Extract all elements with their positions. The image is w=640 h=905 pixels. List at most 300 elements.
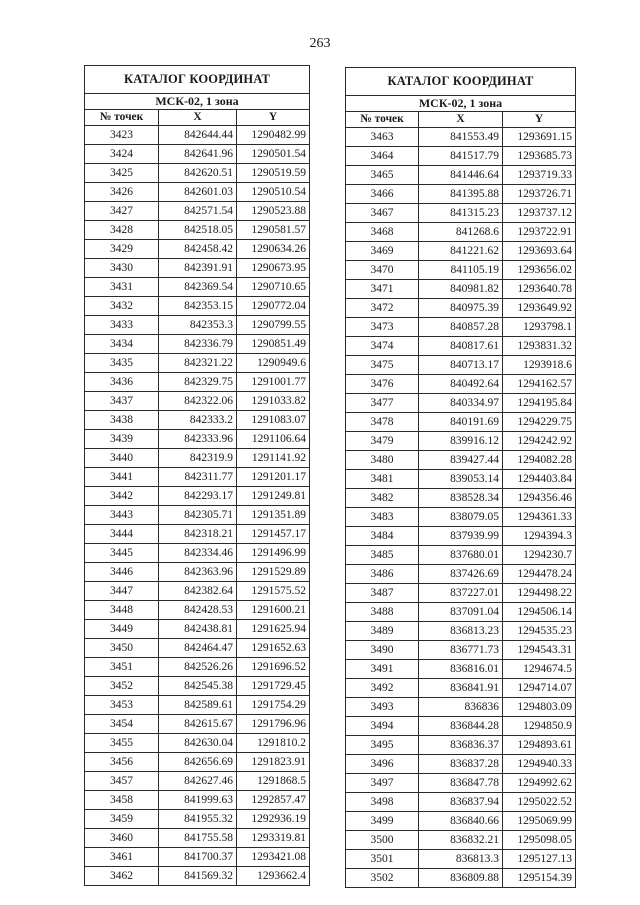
x-coordinate: 836840.66 [419,812,503,831]
table-row [346,356,576,375]
point-number: 3500 [346,831,419,850]
table-row [346,850,576,869]
table-row [85,411,310,430]
table-row [346,679,576,698]
x-coordinate: 842391.91 [159,259,237,278]
y-coordinate: 1290501.54 [237,145,310,164]
y-coordinate: 1291001.77 [237,373,310,392]
table-row [346,451,576,470]
x-coordinate: 840713.17 [419,356,503,375]
point-number: 3434 [85,335,159,354]
y-coordinate: 1292936.19 [237,810,310,829]
x-coordinate: 842644.44 [159,126,237,145]
table-row [346,394,576,413]
point-number: 3447 [85,582,159,601]
x-coordinate: 842571.54 [159,202,237,221]
table-row [346,831,576,850]
coordinate-catalog-left [84,65,310,886]
x-coordinate: 841955.32 [159,810,237,829]
x-coordinate: 842438.81 [159,620,237,639]
x-coordinate: 836837.28 [419,755,503,774]
y-coordinate: 1294082.28 [503,451,576,470]
x-coordinate: 836809.88 [419,869,503,888]
x-coordinate: 836837.94 [419,793,503,812]
x-coordinate: 836816.01 [419,660,503,679]
x-coordinate: 841755.58 [159,829,237,848]
x-coordinate: 838528.34 [419,489,503,508]
table-row [346,470,576,489]
y-coordinate: 1295154.39 [503,869,576,888]
x-coordinate: 842518.05 [159,221,237,240]
page-number: 263 [309,36,331,51]
y-coordinate: 1293685.73 [503,147,576,166]
table-row [85,468,310,487]
y-coordinate: 1294498.22 [503,584,576,603]
x-coordinate: 841268.6 [419,223,503,242]
x-coordinate: 840492.64 [419,375,503,394]
point-number: 3462 [85,867,159,886]
point-number: 3442 [85,487,159,506]
point-number: 3453 [85,696,159,715]
point-number: 3437 [85,392,159,411]
table-row [85,430,310,449]
x-coordinate: 842321.22 [159,354,237,373]
point-number: 3438 [85,411,159,430]
x-coordinate: 836813.23 [419,622,503,641]
column-header-y: Y [237,110,310,126]
y-coordinate: 1291575.52 [237,582,310,601]
y-coordinate: 1291796.96 [237,715,310,734]
point-number: 3476 [346,375,419,394]
x-coordinate: 842311.77 [159,468,237,487]
y-coordinate: 1291083.07 [237,411,310,430]
y-coordinate: 1294535.23 [503,622,576,641]
y-coordinate: 1291351.89 [237,506,310,525]
x-coordinate: 842615.67 [159,715,237,734]
table-row [346,546,576,565]
point-number: 3471 [346,280,419,299]
table-row [85,202,310,221]
point-number: 3460 [85,829,159,848]
table-row [85,487,310,506]
y-coordinate: 1290851.49 [237,335,310,354]
point-number: 3455 [85,734,159,753]
point-number: 3452 [85,677,159,696]
point-number: 3431 [85,278,159,297]
y-coordinate: 1294543.31 [503,641,576,660]
table-row [85,221,310,240]
point-number: 3440 [85,449,159,468]
x-coordinate: 842601.03 [159,183,237,202]
x-coordinate: 839053.14 [419,470,503,489]
point-number: 3428 [85,221,159,240]
point-number: 3439 [85,430,159,449]
y-coordinate: 1295098.05 [503,831,576,850]
y-coordinate: 1293831.32 [503,337,576,356]
x-coordinate: 840817.61 [419,337,503,356]
point-number: 3449 [85,620,159,639]
point-number: 3463 [346,128,419,147]
y-coordinate: 1294803.09 [503,698,576,717]
y-coordinate: 1293662.4 [237,867,310,886]
y-coordinate: 1294850.9 [503,717,576,736]
table-row [346,318,576,337]
x-coordinate: 836832.21 [419,831,503,850]
catalog-title: КАТАЛОГ КООРДИНАТ [85,66,310,94]
x-coordinate: 840981.82 [419,280,503,299]
table-row [85,525,310,544]
point-number: 3432 [85,297,159,316]
x-coordinate: 841446.64 [419,166,503,185]
table-row [85,145,310,164]
table-row [346,147,576,166]
point-number: 3458 [85,791,159,810]
x-coordinate: 841315.23 [419,204,503,223]
y-coordinate: 1294230.7 [503,546,576,565]
x-coordinate: 837091.04 [419,603,503,622]
point-number: 3498 [346,793,419,812]
y-coordinate: 1293737.12 [503,204,576,223]
x-coordinate: 840334.97 [419,394,503,413]
point-number: 3464 [346,147,419,166]
table-row [346,622,576,641]
x-coordinate: 841221.62 [419,242,503,261]
x-coordinate: 840191.69 [419,413,503,432]
y-coordinate: 1291033.82 [237,392,310,411]
y-coordinate: 1293726.71 [503,185,576,204]
x-coordinate: 839427.44 [419,451,503,470]
point-number: 3481 [346,470,419,489]
table-row [346,242,576,261]
y-coordinate: 1294361.33 [503,508,576,527]
table-row [85,867,310,886]
table-row [346,166,576,185]
x-coordinate: 841569.32 [159,867,237,886]
point-number: 3483 [346,508,419,527]
table-row [85,354,310,373]
x-coordinate: 842458.42 [159,240,237,259]
table-row [346,413,576,432]
y-coordinate: 1294162.57 [503,375,576,394]
y-coordinate: 1290482.99 [237,126,310,145]
table-row [346,280,576,299]
x-coordinate: 836847.78 [419,774,503,793]
y-coordinate: 1291600.21 [237,601,310,620]
y-coordinate: 1291868.5 [237,772,310,791]
table-row [85,601,310,620]
table-row [346,717,576,736]
table-row [85,297,310,316]
table-row [346,869,576,888]
y-coordinate: 1294356.46 [503,489,576,508]
point-number: 3492 [346,679,419,698]
point-number: 3435 [85,354,159,373]
y-coordinate: 1292857.47 [237,791,310,810]
point-number: 3466 [346,185,419,204]
table-row [85,335,310,354]
point-number: 3489 [346,622,419,641]
x-coordinate: 842428.53 [159,601,237,620]
column-header-point: № точек [85,110,159,126]
y-coordinate: 1291141.92 [237,449,310,468]
point-number: 3477 [346,394,419,413]
table-row [346,204,576,223]
x-coordinate: 842464.47 [159,639,237,658]
catalog-zone: МСК-02, 1 зона [346,96,576,112]
table-row [346,584,576,603]
point-number: 3488 [346,603,419,622]
point-number: 3451 [85,658,159,677]
table-row [85,639,310,658]
y-coordinate: 1290510.54 [237,183,310,202]
point-number: 3457 [85,772,159,791]
point-number: 3468 [346,223,419,242]
y-coordinate: 1291249.81 [237,487,310,506]
table-row [85,373,310,392]
y-coordinate: 1290772.04 [237,297,310,316]
y-coordinate: 1294195.84 [503,394,576,413]
table-row [85,753,310,772]
table-row [85,696,310,715]
column-header-point: № точек [346,112,419,128]
point-number: 3487 [346,584,419,603]
y-coordinate: 1290519.59 [237,164,310,183]
point-number: 3441 [85,468,159,487]
catalog-rows [346,128,576,888]
point-number: 3482 [346,489,419,508]
x-coordinate: 842333.2 [159,411,237,430]
y-coordinate: 1293918.6 [503,356,576,375]
y-coordinate: 1290949.6 [237,354,310,373]
point-number: 3446 [85,563,159,582]
point-number: 3436 [85,373,159,392]
y-coordinate: 1293693.64 [503,242,576,261]
y-coordinate: 1290581.57 [237,221,310,240]
table-row [346,128,576,147]
table-row [85,259,310,278]
table-row [85,848,310,867]
point-number: 3472 [346,299,419,318]
y-coordinate: 1291729.45 [237,677,310,696]
table-row [346,736,576,755]
x-coordinate: 837939.99 [419,527,503,546]
table-row [85,183,310,202]
catalog-title: КАТАЛОГ КООРДИНАТ [346,68,576,96]
x-coordinate: 842329.75 [159,373,237,392]
point-number: 3502 [346,869,419,888]
table-row [346,812,576,831]
table-row [85,715,310,734]
y-coordinate: 1291529.89 [237,563,310,582]
y-coordinate: 1293649.92 [503,299,576,318]
column-header-x: X [159,110,237,126]
x-coordinate: 842333.96 [159,430,237,449]
point-number: 3479 [346,432,419,451]
table-row [346,223,576,242]
x-coordinate: 838079.05 [419,508,503,527]
y-coordinate: 1293656.02 [503,261,576,280]
y-coordinate: 1294394.3 [503,527,576,546]
point-number: 3470 [346,261,419,280]
table-row [346,698,576,717]
x-coordinate: 842641.96 [159,145,237,164]
table-row [85,563,310,582]
x-coordinate: 841517.79 [419,147,503,166]
table-row [346,527,576,546]
point-number: 3459 [85,810,159,829]
y-coordinate: 1291810.2 [237,734,310,753]
table-row [346,565,576,584]
catalog-zone: МСК-02, 1 зона [85,94,310,110]
y-coordinate: 1293319.81 [237,829,310,848]
x-coordinate: 836771.73 [419,641,503,660]
y-coordinate: 1293691.15 [503,128,576,147]
table-row [85,316,310,335]
x-coordinate: 836836.37 [419,736,503,755]
x-coordinate: 842319.9 [159,449,237,468]
table-row [346,774,576,793]
x-coordinate: 842656.69 [159,753,237,772]
table-row [85,791,310,810]
y-coordinate: 1291496.99 [237,544,310,563]
table-row [346,337,576,356]
y-coordinate: 1291823.91 [237,753,310,772]
y-coordinate: 1291106.64 [237,430,310,449]
x-coordinate: 842318.21 [159,525,237,544]
point-number: 3429 [85,240,159,259]
point-number: 3423 [85,126,159,145]
x-coordinate: 841553.49 [419,128,503,147]
y-coordinate: 1293722.91 [503,223,576,242]
table-row [85,544,310,563]
y-coordinate: 1291625.94 [237,620,310,639]
table-row [85,278,310,297]
point-number: 3456 [85,753,159,772]
y-coordinate: 1291754.29 [237,696,310,715]
table-row [346,489,576,508]
y-coordinate: 1293798.1 [503,318,576,337]
table-row [85,164,310,183]
y-coordinate: 1295022.52 [503,793,576,812]
point-number: 3478 [346,413,419,432]
x-coordinate: 841105.19 [419,261,503,280]
x-coordinate: 842353.3 [159,316,237,335]
x-coordinate: 842627.46 [159,772,237,791]
point-number: 3473 [346,318,419,337]
point-number: 3480 [346,451,419,470]
table-row [346,375,576,394]
point-number: 3491 [346,660,419,679]
point-number: 3496 [346,755,419,774]
table-row [346,793,576,812]
y-coordinate: 1293640.78 [503,280,576,299]
y-coordinate: 1290673.95 [237,259,310,278]
table-row [85,392,310,411]
x-coordinate: 837680.01 [419,546,503,565]
x-coordinate: 842369.54 [159,278,237,297]
point-number: 3499 [346,812,419,831]
x-coordinate: 840975.39 [419,299,503,318]
y-coordinate: 1294478.24 [503,565,576,584]
y-coordinate: 1290523.88 [237,202,310,221]
point-number: 3427 [85,202,159,221]
column-header-y: Y [503,112,576,128]
x-coordinate: 842305.71 [159,506,237,525]
table-row [346,432,576,451]
y-coordinate: 1291201.17 [237,468,310,487]
x-coordinate: 836841.91 [419,679,503,698]
x-coordinate: 842363.96 [159,563,237,582]
table-row [85,772,310,791]
x-coordinate: 836813.3 [419,850,503,869]
y-coordinate: 1290710.65 [237,278,310,297]
y-coordinate: 1294242.92 [503,432,576,451]
point-number: 3475 [346,356,419,375]
table-row [346,185,576,204]
table-row [85,506,310,525]
table-row [85,677,310,696]
y-coordinate: 1290634.26 [237,240,310,259]
point-number: 3490 [346,641,419,660]
y-coordinate: 1294674.5 [503,660,576,679]
y-coordinate: 1291457.17 [237,525,310,544]
table-row [85,810,310,829]
x-coordinate: 836844.28 [419,717,503,736]
x-coordinate: 842334.46 [159,544,237,563]
x-coordinate: 837227.01 [419,584,503,603]
x-coordinate: 840857.28 [419,318,503,337]
point-number: 3497 [346,774,419,793]
table-row [346,755,576,774]
y-coordinate: 1294992.62 [503,774,576,793]
y-coordinate: 1295127.13 [503,850,576,869]
point-number: 3484 [346,527,419,546]
point-number: 3493 [346,698,419,717]
table-row [85,658,310,677]
point-number: 3443 [85,506,159,525]
table-row [346,641,576,660]
table-row [346,603,576,622]
table-row [346,508,576,527]
table-row [346,261,576,280]
table-row [85,449,310,468]
point-number: 3494 [346,717,419,736]
y-coordinate: 1294229.75 [503,413,576,432]
point-number: 3433 [85,316,159,335]
x-coordinate: 842620.51 [159,164,237,183]
table-row [85,829,310,848]
point-number: 3469 [346,242,419,261]
y-coordinate: 1294714.07 [503,679,576,698]
table-row [85,126,310,145]
point-number: 3448 [85,601,159,620]
y-coordinate: 1294893.61 [503,736,576,755]
y-coordinate: 1293719.33 [503,166,576,185]
x-coordinate: 839916.12 [419,432,503,451]
table-row [85,240,310,259]
y-coordinate: 1294403.84 [503,470,576,489]
x-coordinate: 841395.88 [419,185,503,204]
point-number: 3444 [85,525,159,544]
point-number: 3454 [85,715,159,734]
x-coordinate: 842293.17 [159,487,237,506]
x-coordinate: 842545.38 [159,677,237,696]
x-coordinate: 841999.63 [159,791,237,810]
point-number: 3501 [346,850,419,869]
column-header-x: X [419,112,503,128]
y-coordinate: 1295069.99 [503,812,576,831]
x-coordinate: 837426.69 [419,565,503,584]
